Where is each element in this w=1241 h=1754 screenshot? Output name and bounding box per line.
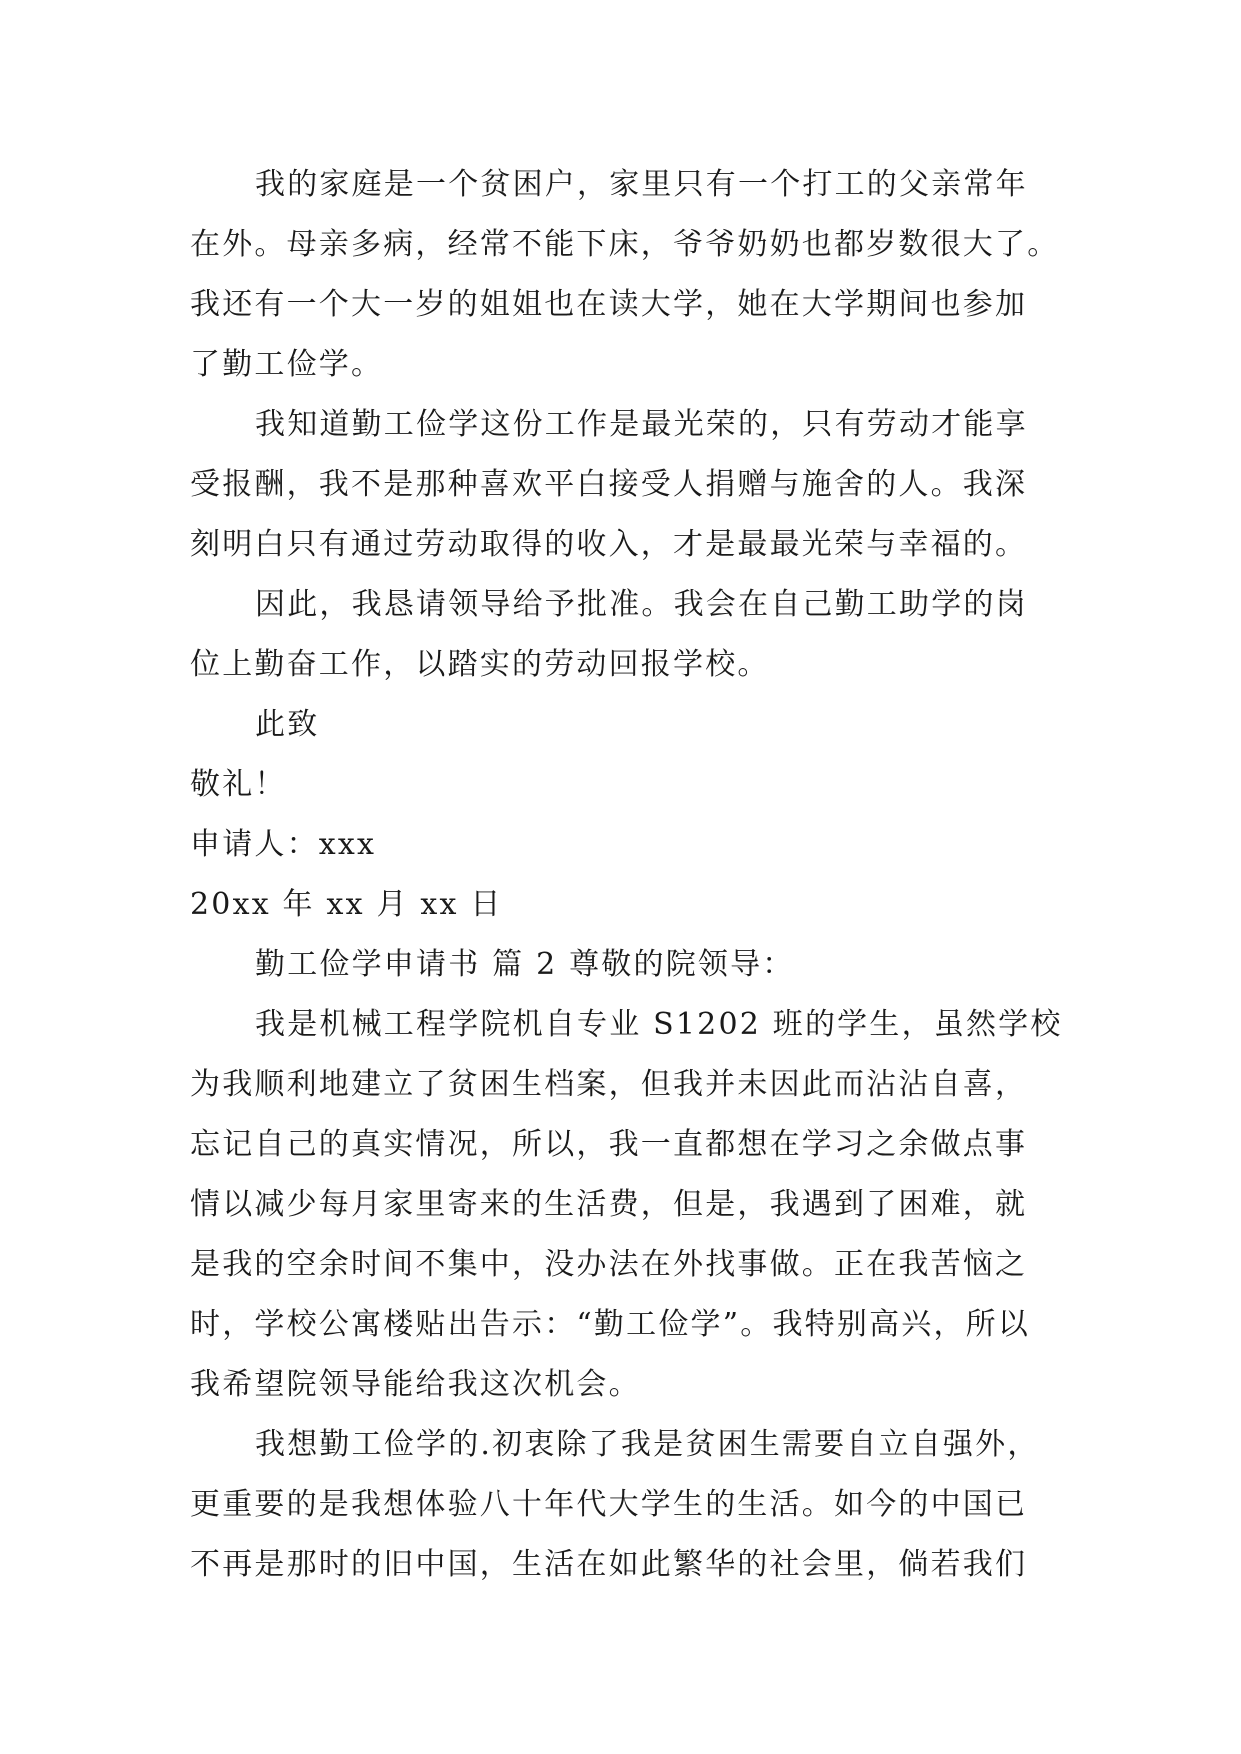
- section-heading: 勤工俭学申请书 篇 2 尊敬的院领导：: [255, 947, 795, 982]
- paragraph-3-line-2: 位上勤奋工作，以踏实的劳动回报学校。: [190, 647, 770, 682]
- paragraph-4-line-3: 忘记自己的真实情况，所以，我一直都想在学习之余做点事: [190, 1127, 1028, 1162]
- date-line: 20xx 年 xx 月 xx 日: [190, 887, 503, 922]
- paragraph-5-line-2: 更重要的是我想体验八十年代大学生的生活。如今的中国已: [190, 1487, 1028, 1522]
- paragraph-4-line-7: 我希望院领导能给我这次机会。: [190, 1367, 641, 1402]
- paragraph-1-line-2: 在外。母亲多病，经常不能下床，爷爷奶奶也都岁数很大了。: [190, 227, 1060, 262]
- paragraph-4-line-5: 是我的空余时间不集中，没办法在外找事做。正在我苦恼之: [190, 1247, 1028, 1282]
- paragraph-1-line-3: 我还有一个大一岁的姐姐也在读大学，她在大学期间也参加: [190, 287, 1028, 322]
- paragraph-4-line-2: 为我顺利地建立了贫困生档案，但我并未因此而沾沾自喜，: [190, 1067, 1028, 1102]
- closing-salutation: 此致: [255, 707, 320, 742]
- paragraph-2-line-1: 我知道勤工俭学这份工作是最光荣的，只有劳动才能享: [255, 407, 1028, 442]
- paragraph-4-line-6: 时，学校公寓楼贴出告示：“勤工俭学”。我特别高兴，所以: [190, 1307, 1031, 1342]
- closing-regards: 敬礼！: [190, 767, 287, 802]
- paragraph-4-line-4: 情以减少每月家里寄来的生活费，但是，我遇到了困难，就: [190, 1187, 1028, 1222]
- paragraph-5-line-3: 不再是那时的旧中国，生活在如此繁华的社会里，倘若我们: [190, 1547, 1028, 1582]
- paragraph-2-line-3: 刻明白只有通过劳动取得的收入，才是最最光荣与幸福的。: [190, 527, 1028, 562]
- applicant-signature: 申请人：xxx: [190, 827, 377, 862]
- paragraph-4-line-1: 我是机械工程学院机自专业 S1202 班的学生，虽然学校: [255, 1007, 1063, 1042]
- paragraph-1-line-1: 我的家庭是一个贫困户，家里只有一个打工的父亲常年: [255, 167, 1028, 202]
- paragraph-2-line-2: 受报酬，我不是那种喜欢平白接受人捐赠与施舍的人。我深: [190, 467, 1028, 502]
- paragraph-1-line-4: 了勤工俭学。: [190, 347, 384, 382]
- paragraph-5-line-1: 我想勤工俭学的.初衷除了我是贫困生需要自立自强外，: [255, 1427, 1040, 1462]
- paragraph-3-line-1: 因此，我恳请领导给予批准。我会在自己勤工助学的岗: [255, 587, 1028, 622]
